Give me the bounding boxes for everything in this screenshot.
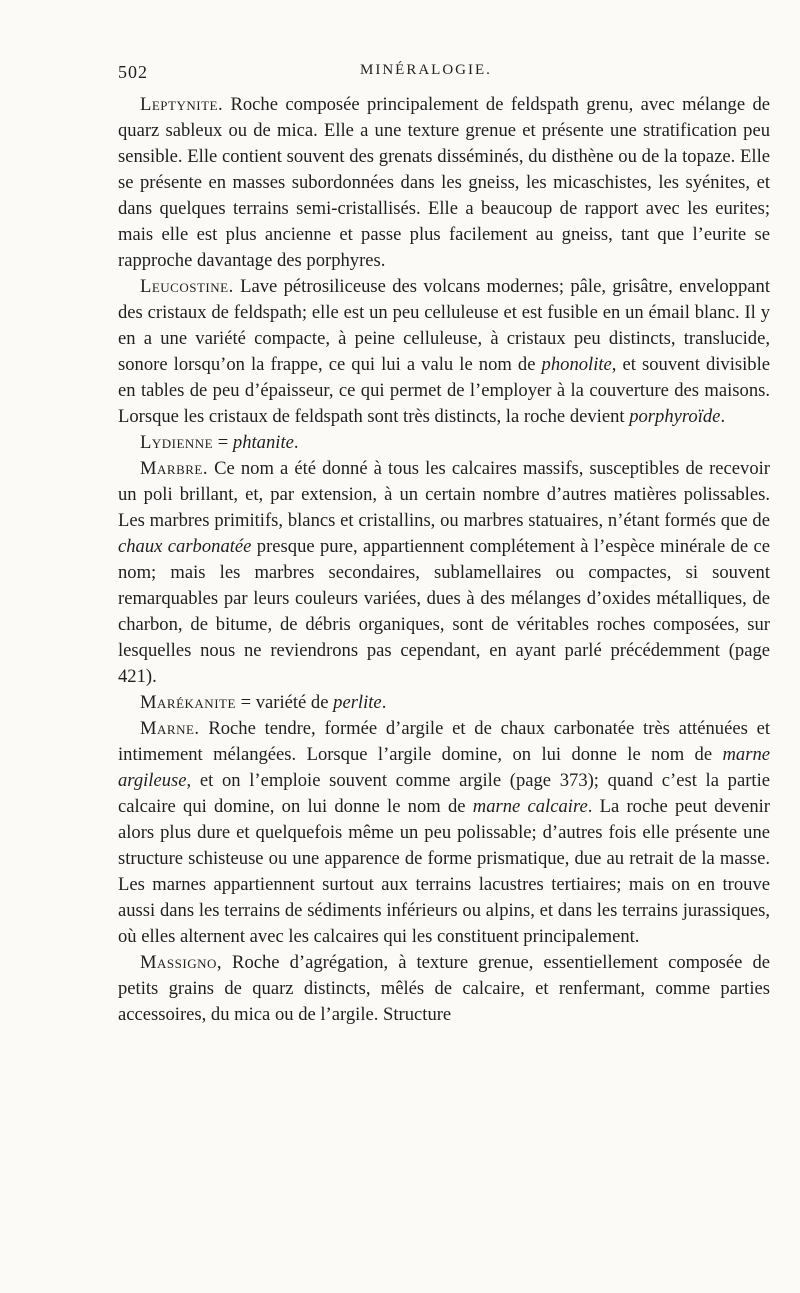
entry-text: Ce nom a été donné à tous les calcaires massifs, susceptibles de recevoir un poli brillant, et, par extension, à un certain nombre d’autres matières polissables. Les marbres primitifs, blancs et cristallins, ou marbres statuaires, n’étant formés que de [118,458,770,531]
entry-text: . [381,692,387,713]
entry-term: Leptynite. [140,94,224,115]
entry-term: Massigno, [140,952,223,973]
entry-text: presque pure, appartiennent complétement à l’espèce minérale de ce nom; mais les marbres secondaires, sublamellaires ou compactes, si souvent remarquables par leurs couleurs variées, dues à des mélanges d’oxides métalliques, de charbon, de bitume, de débris organiques, sont de véritables roches composées, sur lesquelles nous ne reviendrons pas cependant, en ayant parlé précédemment (page 421). [118,536,770,687]
entry-text: = [213,432,233,453]
entry-marekanite [118,690,770,716]
entry-text: Lave pétrosiliceuse des volcans modernes; pâle, grisâtre, enveloppant des cristaux de feldspath; elle est un peu celluleuse et est fusible en un émail blanc. Il y en a une variété compacte, à peine celluleuse, à cristaux peu distincts, translucide, sonore lorsqu’on la frappe, ce qui lui a valu le nom de [118,276,770,375]
running-title: MINÉRALOGIE. [360,62,492,78]
entry-leptynite [118,92,770,274]
entry-text: . [293,432,299,453]
entry-text: Roche composée principalement de feldspath grenu, avec mélange de quarz sableux ou de mica. Elle a une texture grenue et présente une stratification peu sensible. Elle contient souvent des grenats disséminés, du disthène ou de la topaze. Elle se présente en masses subordonnées dans les gneiss, les micaschistes, les syénites, et dans quelques terrains semi-cristallisés. Elle a beaucoup de rapport avec les eurites; mais elle est plus ancienne et passe plus facilement au gneiss, tant que l’eurite se rapproche davantage des porphyres. [118,94,770,271]
entry-italic-term: porphyroïde [629,406,721,427]
entry-lydienne [118,430,770,456]
entry-italic-term: marne calcaire [472,796,588,817]
entry-text: , et on l’emploie souvent comme argile (page 373); quand c’est la partie calcaire qui domine, on lui donne le nom de [118,770,770,817]
entry-marne [118,716,770,950]
entry-term: Lydienne [140,432,214,453]
page-number: 502 [118,62,148,82]
entry-marbre [118,456,770,690]
entry-term: Leucostine. [140,276,234,297]
entry-term: Marne. [140,718,200,739]
entry-leucostine [118,274,770,430]
entry-text: . La roche peut devenir alors plus dure et quelquefois même un peu polissable; d’autres fois elle présente une structure schisteuse ou une apparence de forme prismatique, due au retrait de la masse. Les marnes appartiennent surtout aux terrains lacustres tertiaires; mais on en trouve aussi dans les terrains de sédiments inférieurs ou alpins, et dans les terrains jurassiques, où elles alternent avec les calcaires qui les constituent principalement. [118,796,770,947]
entry-italic-term: chaux carbonatée [118,536,252,557]
page-header [118,62,770,92]
entry-text: Roche tendre, formée d’argile et de chaux carbonatée très atténuées et intimement mélangées. Lorsque l’argile domine, on lui donne le nom de [118,718,770,765]
entry-text: , et souvent divisible en tables de peu d’épaisseur, ce qui permet de l’employer à la couverture des maisons. Lorsque les cristaux de feldspath sont très distincts, la roche devient [118,354,770,427]
entry-text: Roche d’agrégation, à texture grenue, essentiellement composée de petits grains de quarz distincts, mêlés de calcaire, et renfermant, comme parties accessoires, du mica ou de l’argile. Structure [118,952,770,1025]
entry-italic-term: marne argileuse [118,744,770,791]
entry-italic-term: perlite [333,692,382,713]
entry-text: = variété de [235,692,334,713]
entry-term: Marbre. [140,458,209,479]
entry-italic-term: phonolite [541,354,612,375]
entry-term: Marékanite [140,692,236,713]
entry-massigno [118,950,770,1028]
entry-italic-term: phtanite [232,432,294,453]
entry-text: . [720,406,726,427]
